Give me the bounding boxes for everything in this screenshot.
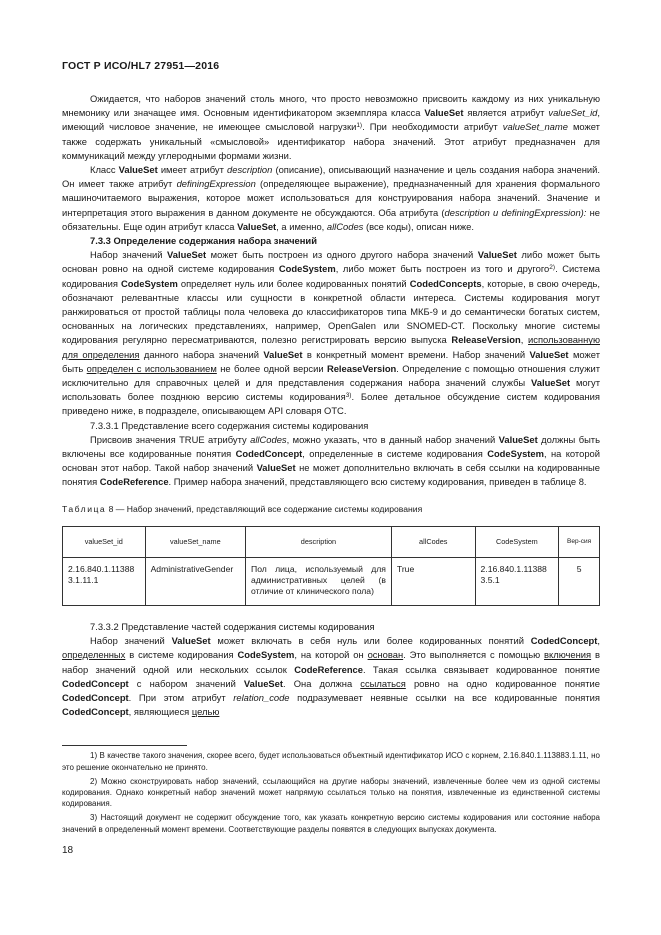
table-caption-text: 8 — Набор значений, представляющий все содержание системы кодирования — [106, 503, 423, 514]
term: ValueSet — [424, 107, 464, 119]
table-caption-label: Таблица — [62, 503, 107, 514]
text: , на которой основан этот набор. Такой набор значений — [62, 448, 600, 474]
text: , на которой он — [294, 649, 368, 661]
text: может быть построен из одного другого набора значений — [206, 249, 478, 261]
text: может быть — [62, 348, 600, 374]
term: CodeReference — [294, 663, 363, 675]
paragraph — [62, 433, 600, 490]
underlined-word: определенных — [62, 649, 126, 661]
term: ValueSet — [263, 348, 303, 360]
subsection-heading: 7.3.3.2 Представление частей содержания системы кодирования — [90, 620, 375, 632]
term: CodeReference — [99, 476, 169, 488]
term: ReleaseVersion — [451, 334, 521, 346]
attribute-name: allCodes — [250, 433, 287, 445]
text: в системе кодирования — [125, 649, 238, 661]
term: ValueSet — [237, 220, 277, 232]
paragraph — [62, 248, 600, 418]
text: подразумевает неявные ссылки на все кодированные понятия — [289, 691, 600, 703]
attribute-name: valueSet_id — [548, 107, 598, 119]
text: с набором значений — [128, 677, 244, 689]
table-row — [63, 557, 600, 605]
text: , — [520, 334, 529, 346]
term: CodedConcept — [62, 706, 129, 718]
footnote: 2) Можно сконструировать набор значений, ссылающийся на другие наборы значений, извлеченные более чем из одной системы кодирования. Однако конкретный набор значений может напрямую ссылаться только на понятия, извлеченные из единственной системы кодирования. — [62, 776, 600, 809]
text: Присвоив значения TRUE атрибуту — [90, 433, 251, 445]
footnotes — [62, 750, 600, 834]
attribute-name: allCodes — [326, 220, 364, 232]
underlined-word: целью — [191, 706, 220, 718]
text: должны быть включены все кодированные понятия — [62, 433, 600, 460]
underlined-phrase: определен с использованием — [86, 362, 217, 374]
column-header: valueSet_name — [145, 526, 245, 557]
term: CodedConcept — [235, 448, 303, 460]
underlined-word: ссылаться — [360, 677, 406, 689]
text: , а именно, — [276, 220, 327, 232]
text: в набор значений одной или нескольких ссылок — [62, 649, 600, 675]
term: ValueSet — [477, 249, 517, 261]
term: ReleaseVersion — [326, 362, 397, 374]
text: определяет нуль или более кодированных понятий — [177, 277, 410, 289]
text: . Такая ссылка связывает кодированное понятие — [362, 663, 600, 675]
attribute-name: description — [227, 164, 273, 176]
term: ValueSet — [531, 377, 571, 389]
cell-version: 5 — [559, 557, 600, 605]
footnote: 3) Настоящий документ не содержит обсуждение того, как указать конкретную версию системы кодирования или состояние набора значений в определенный момент времени. Соответствующие разделы появятся в следующих выпусках документа. — [62, 813, 600, 834]
attribute-name: valueSet_name — [502, 121, 568, 133]
term: CodedConcept — [62, 691, 129, 703]
text: ровно на одно кодированное понятие — [405, 677, 600, 689]
footnote-ref: 3) — [345, 392, 352, 400]
column-header: description — [246, 526, 392, 557]
cell-code-system: 2.16.840.1.113883.5.1 — [475, 557, 559, 605]
text: , имеющий числовое значение, не имеющее смысловой нагрузки — [62, 107, 600, 133]
term: CodeSystem — [278, 263, 336, 275]
main-content — [62, 92, 600, 838]
term: CodedConcept — [62, 677, 129, 689]
term: ValueSet — [167, 249, 207, 261]
text: не может дополнительно включать в себя ссылки на кодированные понятия — [62, 462, 600, 488]
text: , либо может быть построен из того и другого — [335, 263, 550, 275]
section-heading: 7.3.3 Определение содержания набора значений — [90, 235, 317, 247]
subsection-heading: 7.3.3.1 Представление всего содержания системы кодирования — [90, 419, 369, 431]
text: является атрибут — [463, 107, 549, 119]
text: . Она должна — [283, 677, 361, 689]
page-number: 18 — [62, 845, 74, 856]
paragraph — [62, 634, 600, 719]
footnote-separator — [62, 745, 187, 746]
text: могут использовать более позднюю версию системы кодирования — [62, 377, 601, 403]
text: не обязательны. Еще один атрибут класса — [62, 206, 600, 232]
underlined-word: основан — [367, 649, 404, 661]
underlined-phrase: использованную для определения — [62, 334, 600, 360]
footnote-ref: 1) — [356, 122, 363, 130]
table-caption — [62, 502, 600, 516]
term: ValueSet — [118, 164, 158, 176]
column-header: valueSet_id — [63, 526, 146, 557]
document-header: ГОСТ Р ИСО/HL7 27951—2016 — [62, 60, 220, 72]
term: CodedConcepts — [409, 277, 482, 289]
term: ValueSet — [243, 677, 284, 689]
column-header: CodeSystem — [475, 526, 559, 557]
text: либо может быть основан ровно на одной системе кодирования — [62, 249, 600, 275]
term: CodeSystem — [121, 277, 178, 289]
term: CodedConcept — [530, 635, 598, 647]
attribute-name: definingExpression): — [501, 206, 587, 218]
text: . При необходимости атрибут — [362, 121, 503, 133]
text: может включать в себя нуль или более кодированных понятий — [210, 635, 531, 647]
cell-value-set-id: 2.16.840.1.113883.1.11.1 — [63, 557, 146, 605]
text: и — [489, 206, 502, 218]
text: в конкретный момент времени. Набор значений — [302, 348, 530, 360]
paragraph — [62, 163, 600, 234]
footnote-ref: 2) — [549, 264, 556, 272]
text: , — [597, 635, 600, 647]
text: . Определение с помощью отношения служит исключительно для справочных целей и для представления содержания набора значений службы — [62, 362, 600, 389]
text: Набор значений — [90, 249, 168, 261]
text: (все коды), описан ниже. — [363, 220, 474, 232]
text: , определенные в системе кодирования — [302, 448, 488, 460]
term: CodeSystem — [237, 649, 295, 661]
attribute-name: definingExpression — [176, 178, 256, 190]
term: ValueSet — [529, 348, 569, 360]
term: ValueSet — [171, 635, 211, 647]
text: Ожидается, что наборов значений столь много, что просто невозможно присвоить каждому из них уникальную мнемонику или значащее имя. Основным идентификатором экземпляра класса — [62, 93, 600, 119]
attribute-name: description — [444, 206, 490, 218]
text: , которые, в свою очередь, обозначают релевантные классы или сущности в конкретной области интереса. Системы кодирования могут ранжироваться от простой таблицы пола человека до классификаторов типа МКБ-9 и до семантически богатых систем, основанных на логических представлениях, например, OpenGalen или SNOMED-CT. Поскольку многие системы кодирования регулярно пересматриваются, полезно регистрировать версию выпуска — [62, 277, 600, 346]
footnote: 1) В качестве такого значения, скорее всего, будет использоваться объектный идентификатор ИСО с корнем, 2.16.840.1.113883.1.11, но это решение окончательно не принято. — [62, 751, 600, 772]
text: , являющиеся — [128, 706, 192, 718]
value-set-table — [62, 526, 600, 606]
term: ValueSet — [498, 433, 538, 445]
text: . Более детальное обсуждение систем кодирования приведено ниже, в подразделе, описывающем API словаря ОТС. — [62, 391, 600, 417]
term: CodeSystem — [487, 448, 544, 460]
text: имеет атрибут — [157, 164, 228, 176]
text: данного набора значений — [139, 348, 264, 360]
text: (определяющее выражение), предназначенный для хранения формального машиночитаемого выражения, которое может использоваться для конструирования набора значений. Значение и интерпретация этого выражения в данном документе не обсуждаются. Оба атрибута ( — [62, 178, 600, 218]
table-header-row — [63, 526, 600, 557]
text: Набор значений — [90, 635, 172, 647]
cell-description: Пол лица, используемый для административных целей (в отличие от клинического пола) — [246, 557, 392, 605]
paragraph — [62, 92, 600, 163]
text: (описание), описывающий назначение и цель создания набора значений. Он имеет также атрибут — [62, 164, 600, 190]
text: . Система кодирования — [62, 263, 600, 289]
column-header: allCodes — [391, 526, 475, 557]
text: не более одной версии — [216, 362, 327, 374]
cell-value-set-name: AdministrativeGender — [145, 557, 245, 605]
text: . При этом атрибут — [128, 691, 234, 703]
attribute-name: relation_code — [233, 691, 290, 703]
text: . Это выполняется с помощью — [403, 649, 545, 661]
text: , можно указать, что в данный набор значений — [286, 433, 499, 445]
column-header: Вер-сия — [559, 526, 600, 557]
term: ValueSet — [256, 462, 296, 474]
text: . Пример набора значений, представляющего всю систему кодирования, приведен в таблице 8. — [168, 476, 587, 488]
cell-all-codes: True — [391, 557, 475, 605]
text: может также содержать уникальный «смысловой» идентификатор набора значений. Этот атрибут предназначен для коммуникаций между углеродными формами жизни. — [62, 121, 600, 161]
underlined-word: включения — [544, 649, 592, 661]
text: Класс — [90, 164, 119, 176]
